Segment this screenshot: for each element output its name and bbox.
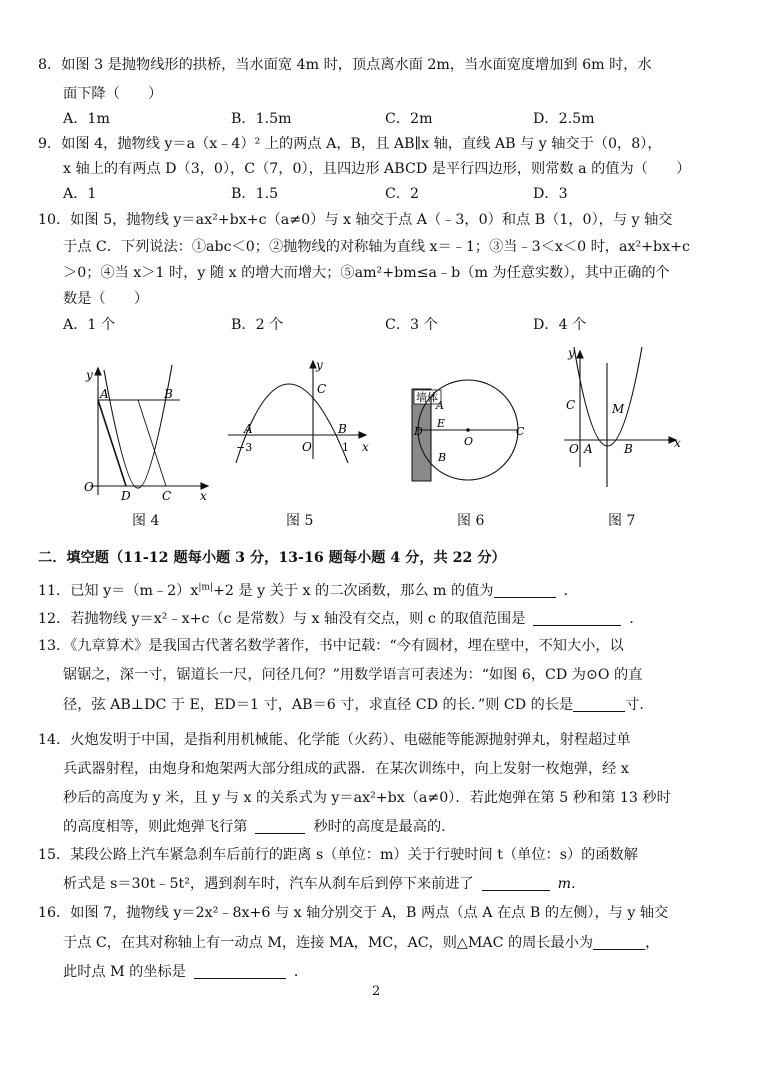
- q8-option-b: B．1.5m: [231, 111, 292, 127]
- fig7-label-y: y: [568, 346, 575, 360]
- q13-line3: [63, 697, 644, 712]
- q15-answer-blank[interactable]: [482, 876, 550, 891]
- q15-unit: m.: [557, 876, 576, 892]
- fig4-label-a: A: [100, 387, 109, 401]
- q13-line1: 13．《九章算术》是我国古代著名数学著作，书中记载：“今有圆材，埋在壁中，不知大小，以: [38, 638, 624, 654]
- figure-6-caption: 图 6: [457, 513, 485, 529]
- fig6-label-d: D: [414, 425, 423, 438]
- q16-line3-text: 此时点 M 的坐标是: [63, 964, 186, 980]
- q9-option-a: A．1: [63, 186, 97, 202]
- fig5-label-b: B: [338, 422, 347, 436]
- q8-option-c: C．2m: [385, 111, 433, 127]
- figure-4-caption: 图 4: [132, 513, 160, 529]
- q11-text-post: +2 是 y 关于 x 的二次函数，那么 m 的值为: [212, 583, 494, 599]
- q8-line2: 面下降（ ）: [63, 86, 163, 102]
- fig7-label-b: B: [624, 442, 633, 456]
- q14-line2: 兵武器射程，由炮身和炮架两大部分组成的武器．在某次训练中，向上发射一枚炮弹，经 x: [63, 761, 629, 777]
- fig4-label-x: x: [200, 489, 207, 500]
- q9-option-b: B．1.5: [231, 186, 279, 202]
- q13-line3-end: 寸.: [625, 697, 644, 713]
- q10-line3: ＞0；④当 x＞1 时，y 随 x 的增大而增大；⑤am²+bm≤a﹣b（m 为任意实数），其中正确的个: [63, 265, 670, 281]
- q12-end: ．: [629, 611, 644, 627]
- fig7-label-x: x: [674, 436, 681, 450]
- fig4-label-b: B: [164, 387, 173, 401]
- q10-line4: 数是（ ）: [63, 291, 149, 307]
- fig6-label-a: A: [436, 399, 444, 412]
- q16-line2-text: 于点 C，在其对称轴上有一动点 M，连接 MA，MC，AC，则△MAC 的周长最小为: [63, 935, 594, 951]
- q11-end: ．: [563, 583, 578, 599]
- fig5-label-y: y: [316, 358, 323, 372]
- q15-line1: 15．某段公路上汽车紧急刹车后前行的距离 s（单位：m）关于行驶时间 t（单位：s）的函数解: [38, 847, 638, 863]
- q11-answer-blank[interactable]: [494, 583, 556, 598]
- q10-line1: 10．如图 5，抛物线 y＝ax²+bx+c（a≠0）与 x 轴交于点 A（﹣3，0）和点 B（1，0），与 y 轴交: [38, 212, 673, 228]
- q16-line1: 16．如图 7，抛物线 y＝2x²﹣8x+6 与 x 轴分别交于 A，B 两点（点 A 在点 B 的左侧），与 y 轴交: [38, 905, 669, 921]
- figure-4: [68, 360, 218, 500]
- fig5-label-x: x: [362, 440, 369, 454]
- section-fill-in-blank-heading: 二．填空题（11-12 题每小题 3 分，13-16 题每小题 4 分，共 22 分）: [38, 550, 506, 566]
- q14-line3: 秒后的高度为 y 米，且 y 与 x 的关系式为 y＝ax²+bx（a≠0）．若此炮弹在第 5 秒和第 13 秒时: [63, 790, 671, 806]
- q8-option-d: D．2.5m: [533, 111, 595, 127]
- fig5-label-c: C: [317, 382, 327, 396]
- fig6-label-c: C: [516, 425, 525, 438]
- q10-option-a: A．1 个: [63, 317, 116, 333]
- q11-exponent: |m|: [198, 582, 213, 593]
- fig6-label-b: B: [438, 451, 447, 464]
- q15-line2-text: 析式是 s＝30t﹣5t²，遇到刹车时，汽车从刹车后到停下来前进了: [63, 876, 474, 892]
- fig4-label-c: C: [162, 489, 172, 500]
- fig6-label-e: E: [437, 417, 446, 430]
- q14-answer-blank[interactable]: [255, 819, 305, 834]
- q14-line1: 14．火炮发明于中国，是指利用机械能、化学能（火药）、电磁能等能源抛射弹丸，射程超过单: [38, 732, 631, 748]
- figure-5: [224, 355, 374, 465]
- q16-line3: [63, 964, 308, 979]
- figure-7-caption: 图 7: [608, 513, 636, 529]
- fig7-label-o: O: [569, 442, 579, 456]
- q13-line3-text: 径，弦 AB⊥DC 于 E，ED＝1 寸，AB＝6 寸，求直径 CD 的长．”则 CD 的长是: [63, 697, 574, 713]
- q16-coordinate-blank[interactable]: [194, 964, 286, 979]
- fig6-label-o: O: [464, 435, 474, 448]
- q13-answer-blank[interactable]: [573, 697, 625, 712]
- q9-option-c: C．2: [385, 186, 420, 202]
- q9-line2: x 轴上的有两点 D（3，0），C（7，0），且四边形 ABCD 是平行四边形，则常数 a 的值为（ ）: [63, 161, 691, 177]
- fig7-label-c: C: [566, 398, 576, 412]
- q16-line3-end: ．: [293, 964, 309, 980]
- q16-line2: [63, 935, 659, 950]
- q9-line1: 9．如图 4，抛物线 y＝a（x﹣4）² 上的两点 A，B，且 AB∥x 轴，直线 AB 与 y 轴交于（0，8），: [38, 136, 662, 152]
- q9-option-d: D．3: [533, 186, 568, 202]
- q10-option-c: C．3 个: [385, 317, 438, 333]
- q14-line4-text: 的高度相等，则此炮弹飞行第: [63, 819, 248, 835]
- fig5-label-neg3: −3: [236, 441, 253, 454]
- q11-line: [38, 583, 578, 598]
- q15-line2: [63, 876, 576, 891]
- fig7-label-m: M: [612, 402, 625, 416]
- figure-7: [560, 345, 685, 495]
- fig4-label-o: O: [84, 480, 94, 494]
- figure-5-caption: 图 5: [286, 513, 314, 529]
- q11-text-pre: 11．已知 y＝（m﹣2）x: [38, 583, 199, 599]
- fig5-label-one: 1: [342, 441, 349, 454]
- q8-line1: 8．如图 3 是抛物线形的拱桥，当水面宽 4m 时，顶点离水面 2m，当水面宽度增加到 6m 时，水: [38, 57, 652, 73]
- q12-answer-blank[interactable]: [533, 611, 621, 626]
- q12-line: [38, 611, 644, 626]
- q14-line4: [63, 819, 446, 834]
- q10-line2: 于点 C．下列说法：①abc＜0；②抛物线的对称轴为直线 x＝﹣1；③当﹣3＜x＜0 时，ax²+bx+c: [63, 239, 690, 255]
- fig5-label-a: A: [244, 422, 253, 436]
- q16-perimeter-blank[interactable]: [593, 935, 645, 950]
- figure-6: [408, 375, 538, 490]
- fig4-label-d: D: [121, 489, 131, 500]
- q10-option-b: B．2 个: [231, 317, 284, 333]
- fig5-label-o: O: [302, 440, 312, 454]
- fig4-label-y: y: [86, 368, 93, 382]
- fig7-label-a: A: [584, 442, 593, 456]
- q8-option-a: A．1m: [63, 111, 110, 127]
- q14-line4-end: 秒时的高度是最高的.: [313, 819, 446, 835]
- q10-option-d: D．4 个: [533, 317, 587, 333]
- fig6-label-wall: 墙体: [416, 391, 438, 404]
- q16-line2-end: ，: [645, 935, 660, 951]
- q12-text: 12．若抛物线 y＝x²﹣x+c（c 是常数）与 x 轴没有交点，则 c 的取值范围是: [38, 611, 526, 627]
- q13-line2: 锯锯之，深一寸，锯道长一尺，问径几何？”用数学语言可表述为：“如图 6，CD 为⊙O 的直: [63, 667, 643, 683]
- page-number: 2: [372, 984, 381, 999]
